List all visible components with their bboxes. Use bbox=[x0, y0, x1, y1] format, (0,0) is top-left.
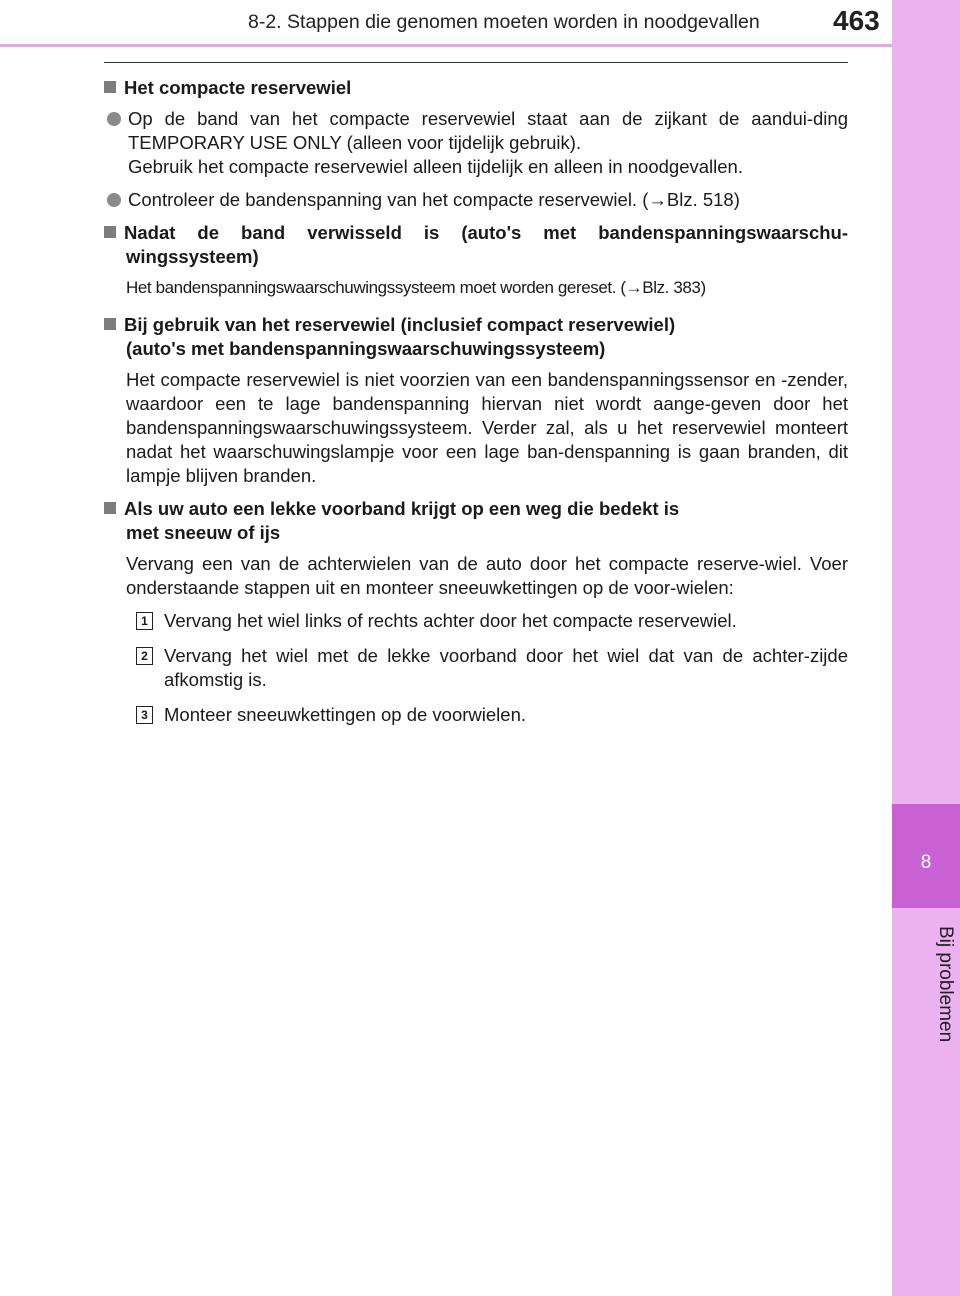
square-bullet-icon bbox=[104, 318, 116, 330]
header-divider bbox=[0, 44, 892, 47]
section-heading: Nadat de band verwisseld is (auto's met bandenspanningswaarschu-wingssysteem) bbox=[104, 221, 848, 269]
circle-bullet-icon bbox=[107, 112, 121, 126]
circle-bullet-icon bbox=[107, 193, 121, 207]
chapter-tab[interactable] bbox=[892, 804, 960, 908]
step-number: 2 bbox=[136, 647, 153, 665]
chapter-label: Bij problemen bbox=[935, 926, 956, 1043]
list-item: Op de band van het compacte reservewiel staat aan de zijkant de aandui-ding TEMPORARY USE ONLY (alleen voor tijdelijk gebruik). Gebruik het compacte reservewiel alleen tijdelijk en alleen in noodgevallen. bbox=[104, 107, 848, 179]
section-text: Het compacte reservewiel is niet voorzien van een bandenspanningssensor en -zender, waardoor een te lage bandenspanning hiervan niet wordt aange-geven door het bandenspanningswaarschuwingssysteem. Verder zal, als u het reservewiel monteert nadat het waarschuwingslampje voor een lage ban-denspanning is gaan branden, dit lampje blijven branden. bbox=[126, 369, 848, 486]
page-header bbox=[0, 0, 892, 46]
step-number: 1 bbox=[136, 612, 153, 630]
step-number: 3 bbox=[136, 706, 153, 724]
section-heading: Het compacte reservewiel bbox=[104, 76, 848, 100]
section-heading: Als uw auto een lekke voorband krijgt op een weg die bedekt is met sneeuw of ijs bbox=[104, 497, 848, 545]
list-item: Controleer de bandenspanning van het compacte reservewiel. (→Blz. 518) bbox=[104, 188, 848, 212]
chapter-number: 8 bbox=[920, 852, 932, 873]
step-item: 1 Vervang het wiel links of rechts achter door het compacte reservewiel. bbox=[104, 609, 848, 633]
square-bullet-icon bbox=[104, 81, 116, 93]
section-heading: Bij gebruik van het reservewiel (inclusief compact reservewiel) (auto's met bandenspanningswaarschuwingssysteem) bbox=[104, 313, 848, 361]
section-text: Vervang een van de achterwielen van de auto door het compacte reserve-wiel. Voer onderstaande stappen uit en monteer sneeuwkettingen op de voor-wielen: bbox=[126, 553, 848, 598]
chapter-sidebar bbox=[892, 0, 960, 1296]
step-item: 3 Monteer sneeuwkettingen op de voorwielen. bbox=[104, 703, 848, 727]
square-bullet-icon bbox=[104, 226, 116, 238]
content-divider bbox=[104, 62, 848, 63]
square-bullet-icon bbox=[104, 502, 116, 514]
step-item: 2 Vervang het wiel met de lekke voorband door het wiel dat van de achter-zijde afkomstig is. bbox=[104, 644, 848, 692]
section-text: Het bandenspanningswaarschuwingssysteem moet worden gereset. (→Blz. 383) bbox=[126, 278, 706, 297]
page-number: 463 bbox=[833, 5, 880, 36]
section-title: 8-2. Stappen die genomen moeten worden in noodgevallen bbox=[248, 11, 760, 33]
page-content bbox=[104, 62, 848, 738]
